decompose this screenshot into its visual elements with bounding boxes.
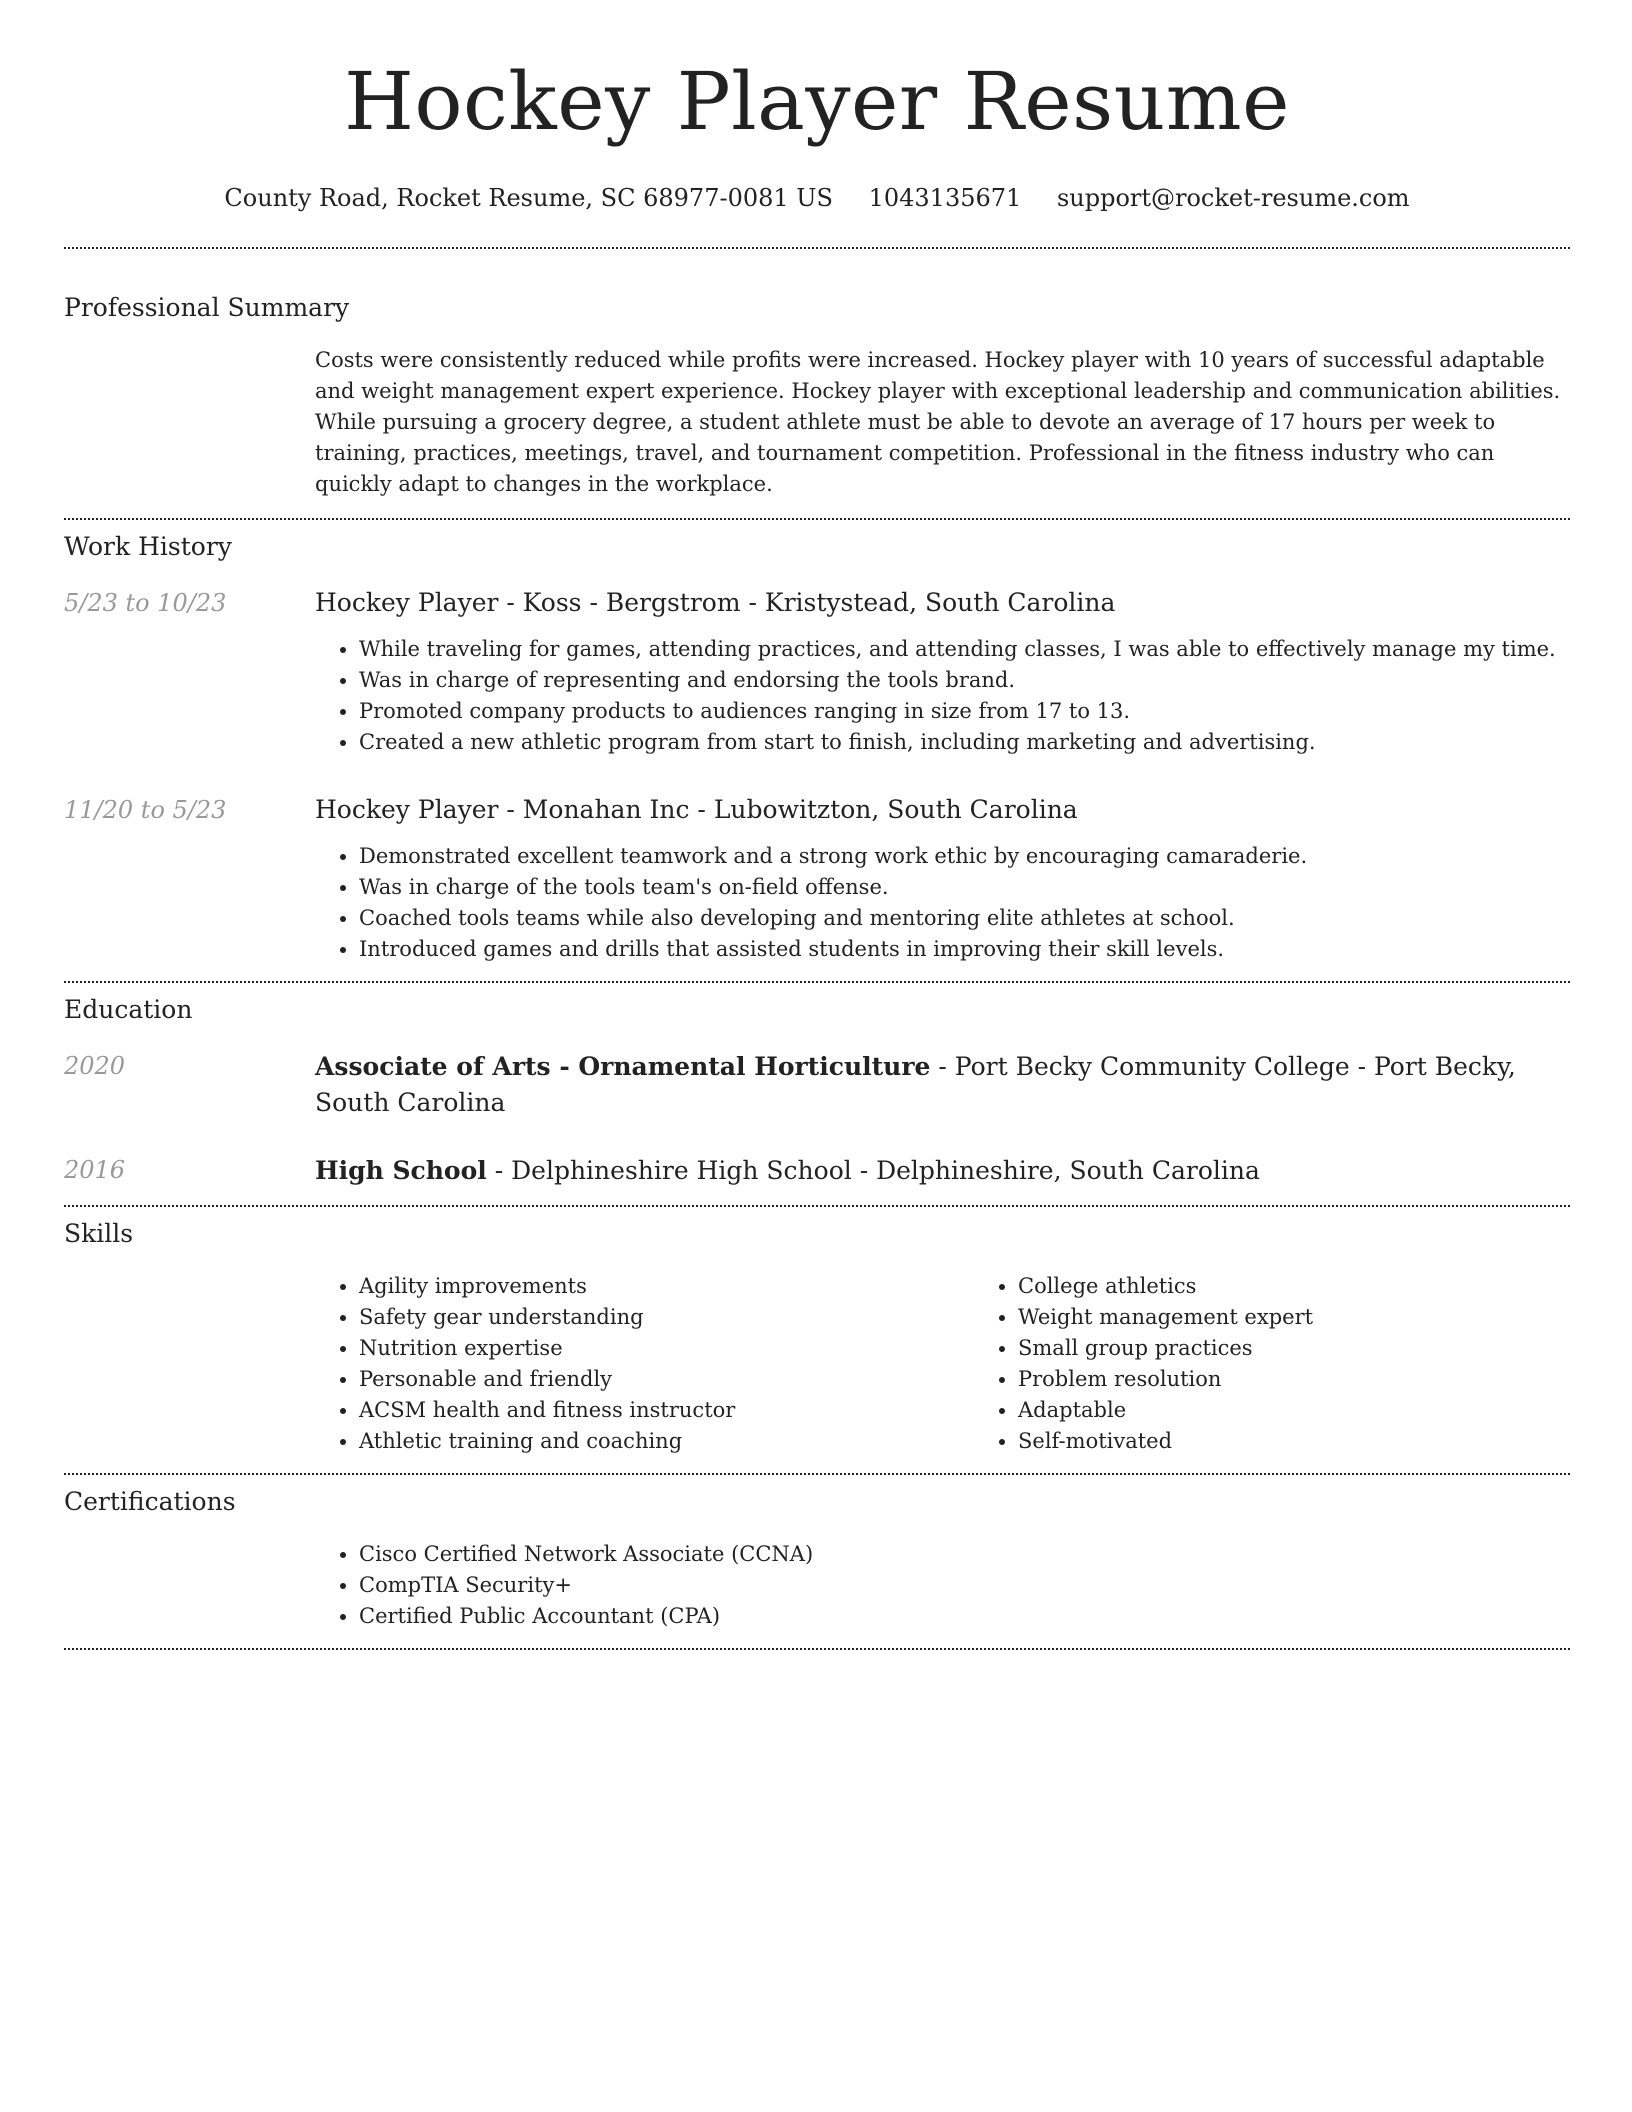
job-title: Hockey Player - Monahan Inc - Lubowitzton, South Carolina <box>315 795 1078 824</box>
divider <box>64 1205 1570 1207</box>
divider <box>64 981 1570 983</box>
skills-spacer <box>64 1271 315 1457</box>
list-item: • Coached tools teams while also developing and mentoring elite athletes at school. <box>359 903 1570 934</box>
education-title <box>315 1153 1570 1189</box>
education-degree: Associate of Arts - Ornamental Horticulture <box>315 1052 931 1081</box>
divider <box>64 518 1570 520</box>
job-dates: 11/20 to 5/23 <box>64 796 227 824</box>
list-item: • Athletic training and coaching <box>359 1426 974 1457</box>
list-item: • College athletics <box>1018 1271 1632 1302</box>
list-item: • Personable and friendly <box>359 1364 974 1395</box>
education-entry <box>64 1049 1570 1121</box>
education-year: 2016 <box>64 1156 126 1184</box>
list-item: • Self-motivated <box>1018 1426 1632 1457</box>
list-item: • While traveling for games, attending practices, and attending classes, I was able to effectively manage my time. <box>359 634 1570 665</box>
certifications-list <box>315 1539 1570 1632</box>
divider <box>64 1648 1570 1650</box>
skills-list-left <box>315 1271 974 1457</box>
education-school: - Delphineshire High School - Delphineshire, South Carolina <box>486 1156 1260 1185</box>
contact-phone: 1043135671 <box>868 184 1022 212</box>
list-item: • Small group practices <box>1018 1333 1632 1364</box>
job-entry <box>64 793 1570 965</box>
section-heading-summary: Professional Summary <box>64 293 350 322</box>
section-heading-skills: Skills <box>64 1219 134 1248</box>
certifications-row <box>64 1539 1570 1632</box>
list-item: • Agility improvements <box>359 1271 974 1302</box>
section-heading-education: Education <box>64 995 193 1024</box>
skills-grid <box>315 1271 1632 1457</box>
list-item: • Safety gear understanding <box>359 1302 974 1333</box>
certifications-spacer <box>64 1539 315 1632</box>
contact-email: support@rocket-resume.com <box>1056 184 1410 212</box>
job-bullets <box>315 841 1570 965</box>
resume-page <box>64 0 1570 1650</box>
divider <box>64 1473 1570 1475</box>
skills-row <box>64 1271 1570 1457</box>
job-dates: 5/23 to 10/23 <box>64 589 227 617</box>
list-item: • Certified Public Accountant (CPA) <box>359 1601 1570 1632</box>
list-item: • Promoted company products to audiences ranging in size from 17 to 13. <box>359 696 1570 727</box>
list-item: • Created a new athletic program from start to finish, including marketing and advertising. <box>359 727 1570 758</box>
list-item: • Nutrition expertise <box>359 1333 974 1364</box>
list-item: • Cisco Certified Network Associate (CCNA) <box>359 1539 1570 1570</box>
list-item: • Introduced games and drills that assisted students in improving their skill levels. <box>359 934 1570 965</box>
contact-line <box>64 182 1570 214</box>
contact-address: County Road, Rocket Resume, SC 68977-0081 US <box>224 184 833 212</box>
list-item: • CompTIA Security+ <box>359 1570 1570 1601</box>
education-year: 2020 <box>64 1052 126 1080</box>
resume-title: Hockey Player Resume <box>344 55 1290 148</box>
job-entry <box>64 586 1570 758</box>
education-school: - Port Becky Community College - Port Becky, South Carolina <box>315 1052 1516 1117</box>
education-entry <box>64 1153 1570 1189</box>
divider <box>64 247 1570 249</box>
skills-list-right <box>974 1271 1632 1457</box>
list-item: • Problem resolution <box>1018 1364 1632 1395</box>
summary-spacer <box>64 345 315 500</box>
section-heading-certifications: Certifications <box>64 1487 236 1516</box>
list-item: • Was in charge of the tools team's on-field offense. <box>359 872 1570 903</box>
list-item: • ACSM health and fitness instructor <box>359 1395 974 1426</box>
job-bullets <box>315 634 1570 758</box>
list-item: • Weight management expert <box>1018 1302 1632 1333</box>
list-item: • Demonstrated excellent teamwork and a strong work ethic by encouraging camaraderie. <box>359 841 1570 872</box>
summary-text: Costs were consistently reduced while profits were increased. Hockey player with 10 years of successful adaptable and weight management expert experience. Hockey player with exceptional leadership and communication abilities. While pursuing a grocery degree, a student athlete must be able to devote an average of 17 hours per week to training, practices, meetings, travel, and tournament competition. Professional in the fitness industry who can quickly adapt to changes in the workplace. <box>315 348 1561 496</box>
education-degree: High School <box>315 1156 487 1185</box>
list-item: • Was in charge of representing and endorsing the tools brand. <box>359 665 1570 696</box>
education-title <box>315 1049 1570 1121</box>
summary-row <box>64 345 1570 500</box>
list-item: • Adaptable <box>1018 1395 1632 1426</box>
job-title: Hockey Player - Koss - Bergstrom - Kristystead, South Carolina <box>315 588 1116 617</box>
section-heading-work: Work History <box>64 532 232 561</box>
